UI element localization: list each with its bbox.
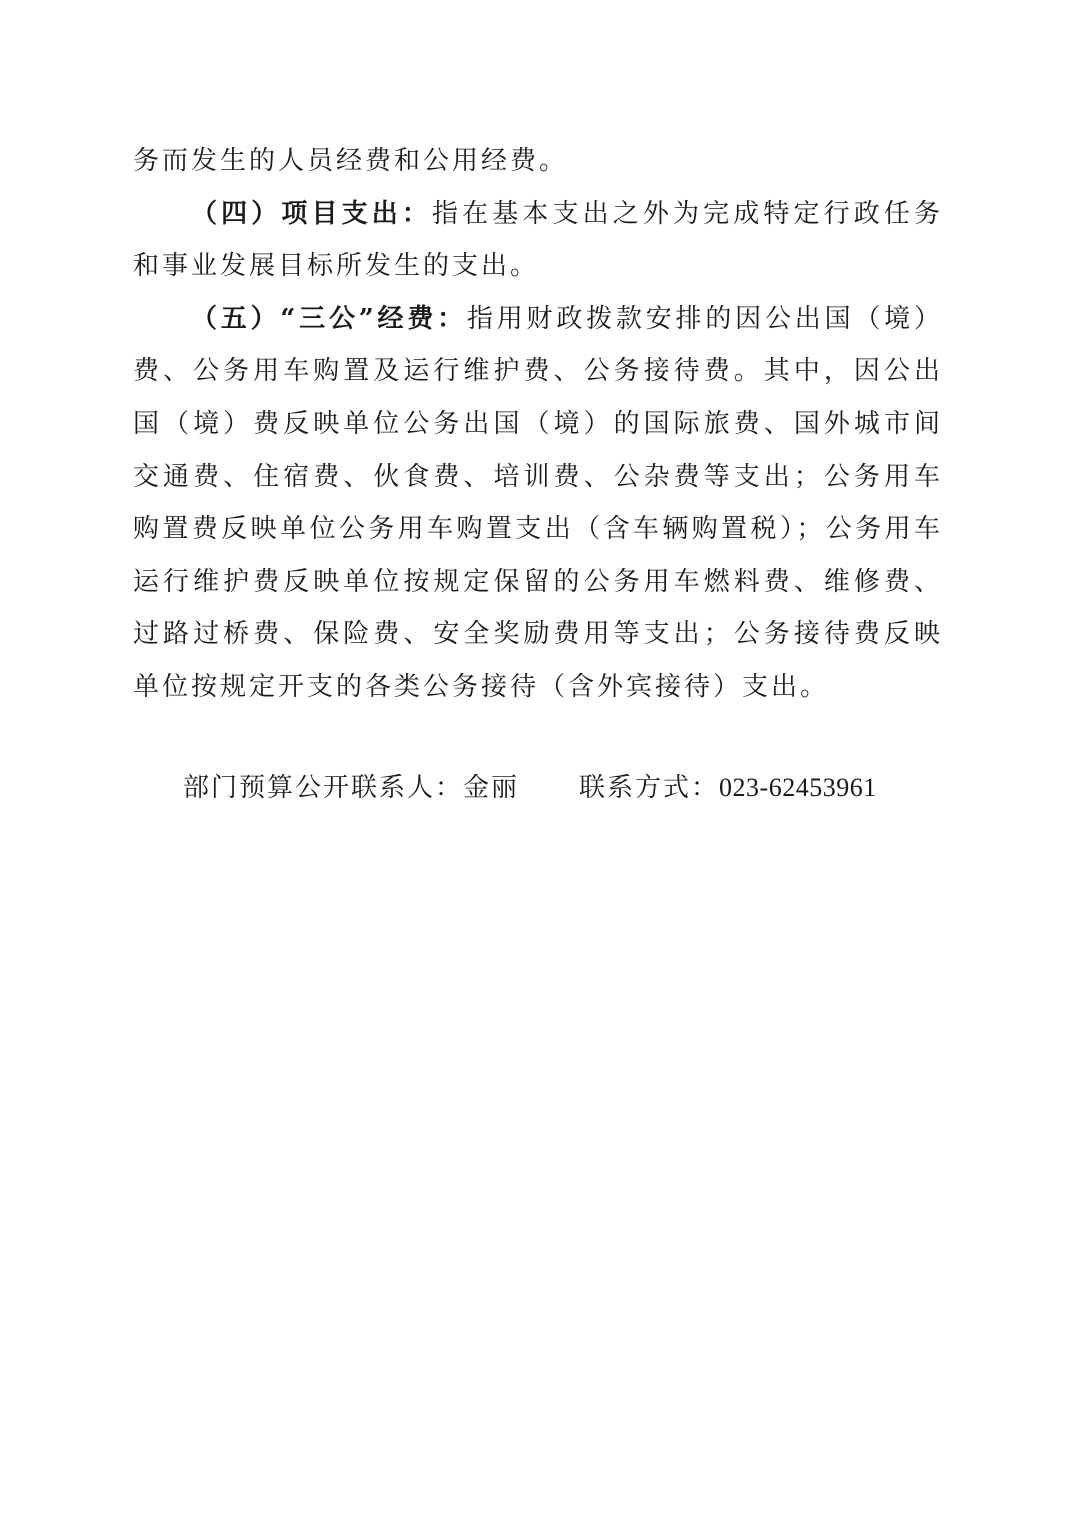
paragraph-heading: （五）“三公”经费： xyxy=(191,303,467,334)
document-body xyxy=(133,135,943,714)
paragraph-project-expenditure xyxy=(133,188,943,293)
paragraph-continuation xyxy=(133,135,943,188)
contact-method-label: 联系方式： xyxy=(579,773,720,803)
paragraph-heading: （四）项目支出： xyxy=(191,198,432,229)
contact-phone: 023-62453961 xyxy=(719,773,877,802)
paragraph-three-public-expenses xyxy=(133,293,943,714)
paragraph-text: 指用财政拨款安排的因公出国（境）费、公务用车购置及运行维护费、公务接待费。其中，因公出国（境）费反映单位公务出国（境）的国际旅费、国外城市间交通费、住宿费、伙食费、培训费、公杂费等支出；公务用车购置费反映单位公务用车购置支出（含车辆购置税）；公务用车运行维护费反映单位按规定保留的公务用车燃料费、维修费、过路过桥费、保险费、安全奖励费用等支出；公务接待费反映单位按规定开支的各类公务接待（含外宾接待）支出。 xyxy=(133,303,943,702)
paragraph-text: 指在基本支出之外为完成特定行政任务和事业发展目标所发生的支出。 xyxy=(133,198,943,282)
contact-line xyxy=(183,768,877,808)
contact-person-name: 金丽 xyxy=(463,773,520,803)
paragraph-text: 务而发生的人员经费和公用经费。 xyxy=(133,146,569,176)
contact-person-label: 部门预算公开联系人： xyxy=(183,773,464,803)
